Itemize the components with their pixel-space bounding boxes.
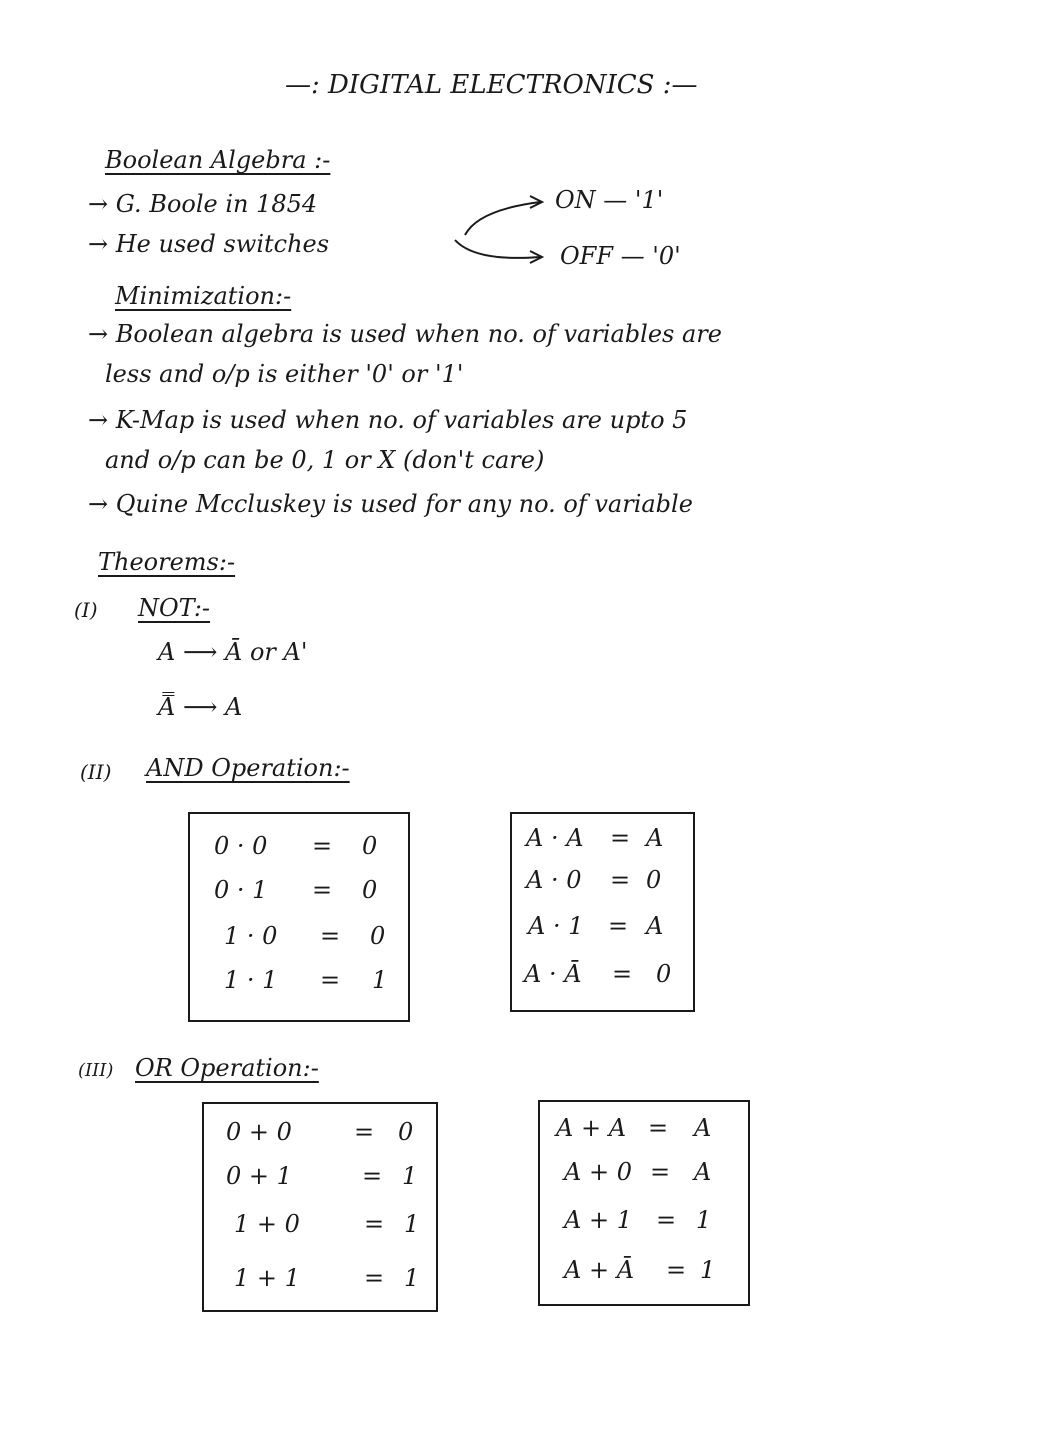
table-row: A · A = A <box>526 824 664 852</box>
and-label: (II) <box>80 760 112 784</box>
not-line-2: A̿ ⟶ A <box>158 693 243 721</box>
table-row: 1 + 1 = 1 <box>234 1264 420 1292</box>
table-row: A · 0 = 0 <box>526 866 662 894</box>
table-row: A + Ā = 1 <box>564 1256 716 1284</box>
table-row: 0 + 1 = 1 <box>226 1162 418 1190</box>
or-label: (III) <box>78 1060 114 1081</box>
table-row: 1 · 0 = 0 <box>224 922 386 950</box>
minimization-heading: Minimization:- <box>115 282 292 310</box>
off-label: OFF — '0' <box>560 242 681 270</box>
not-label: (I) <box>74 598 98 622</box>
or-variable-table <box>538 1100 750 1306</box>
or-constant-table <box>202 1102 438 1312</box>
table-row: 1 + 0 = 1 <box>234 1210 420 1238</box>
table-row: A · 1 = A <box>528 912 664 940</box>
theorems-heading: Theorems:- <box>98 548 236 576</box>
table-row: 0 · 0 = 0 <box>214 832 378 860</box>
switches-line: → He used switches <box>88 230 330 258</box>
table-row: 1 · 1 = 1 <box>224 966 388 994</box>
and-variable-table <box>510 812 695 1012</box>
minimization-point-1-line-2: less and o/p is either '0' or '1' <box>105 360 464 388</box>
minimization-point-1-line-1: → Boolean algebra is used when no. of variables are <box>88 320 722 348</box>
not-heading: NOT:- <box>138 594 211 622</box>
branch-arrow-down <box>455 240 540 258</box>
and-constant-table <box>188 812 410 1022</box>
boolean-algebra-heading: Boolean Algebra :- <box>105 146 331 174</box>
table-row: A + 1 = 1 <box>564 1206 712 1234</box>
not-line-1: A ⟶ Ā or A' <box>158 638 308 666</box>
boole-line: → G. Boole in 1854 <box>88 190 318 218</box>
table-row: 0 + 0 = 0 <box>226 1118 414 1146</box>
table-row: A · Ā = 0 <box>524 960 672 988</box>
minimization-point-2-line-2: and o/p can be 0, 1 or X (don't care) <box>105 446 545 474</box>
or-heading: OR Operation:- <box>135 1054 319 1082</box>
table-row: A + A = A <box>556 1114 712 1142</box>
minimization-point-2-line-1: → K-Map is used when no. of variables are upto 5 <box>88 406 688 434</box>
page-title: —: DIGITAL ELECTRONICS :— <box>285 70 698 100</box>
table-row: 0 · 1 = 0 <box>214 876 378 904</box>
table-row: A + 0 = A <box>564 1158 712 1186</box>
on-label: ON — '1' <box>555 186 664 214</box>
and-heading: AND Operation:- <box>146 754 350 782</box>
branch-arrow-up <box>465 202 540 235</box>
minimization-point-3-line-1: → Quine Mccluskey is used for any no. of variable <box>88 490 693 518</box>
